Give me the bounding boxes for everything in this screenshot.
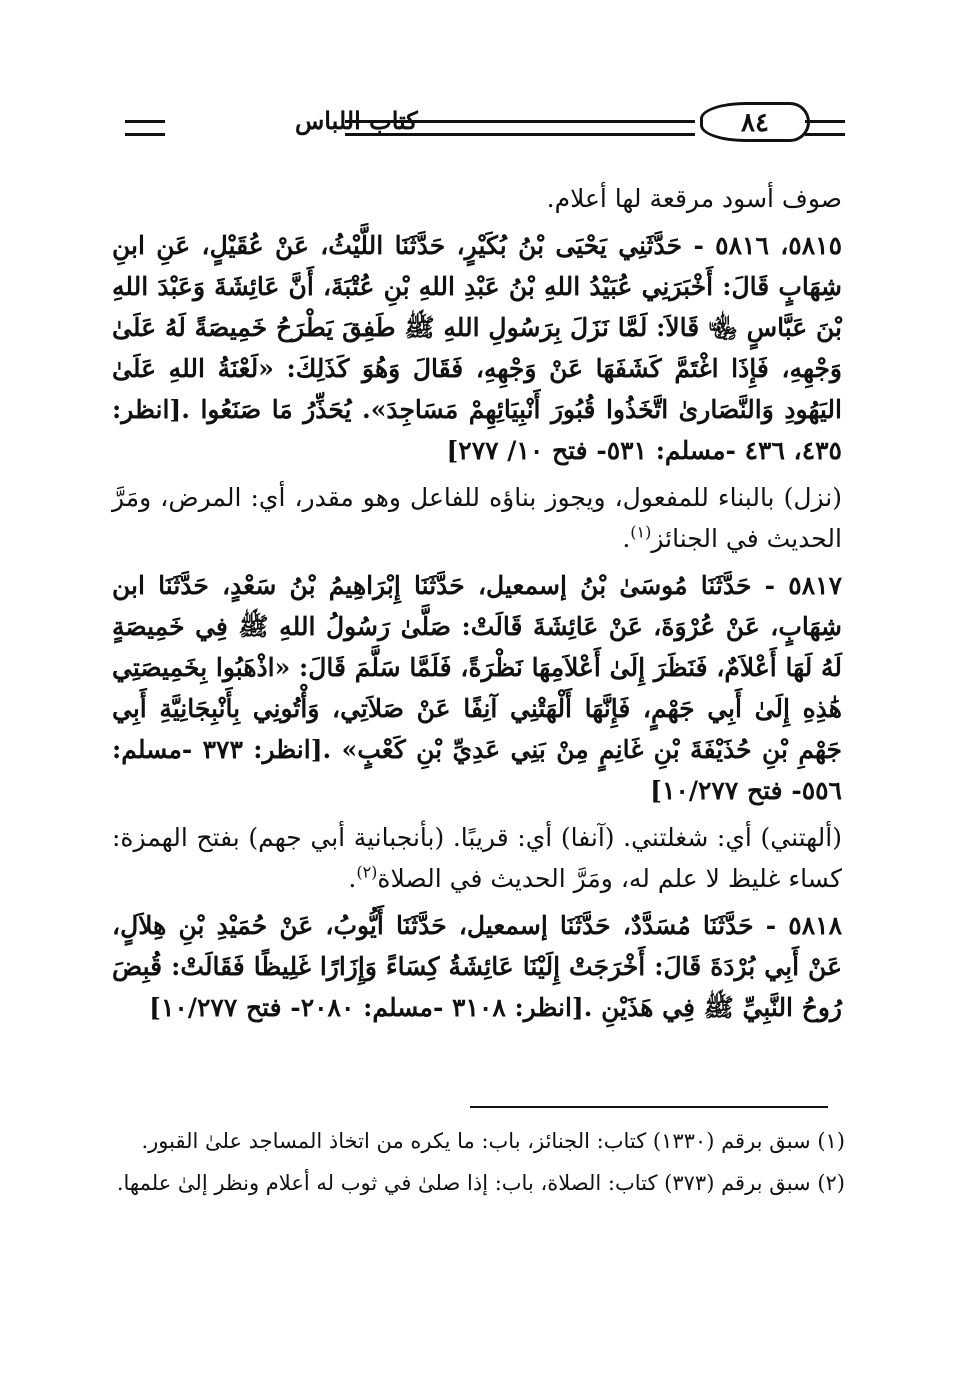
footnote: (٢) سبق برقم (٣٧٣) كتاب: الصلاة، باب: إذا صلىٰ في ثوب له أعلام ونظر إلىٰ علمها. — [116, 1171, 845, 1195]
footnote-divider — [470, 1106, 828, 1108]
hadith-paragraph — [112, 565, 842, 811]
book-title: كتاب اللباس — [295, 106, 418, 135]
page-header — [115, 100, 835, 150]
commentary-paragraph — [112, 817, 842, 899]
header-ornament-right — [805, 120, 845, 136]
paragraph-text: ٥٨١٧ - حَدَّثَنَا مُوسَىٰ بْنُ إسمعيل، حَدَّثَنَا إِبْرَاهِيمُ بْنُ سَعْدٍ، حَدَّثَنَا ابن شِهَابٍ، عَنْ عُرْوَةَ، عَنْ عَائِشَةَ قَالَتْ: صَلَّىٰ رَسُولُ اللهِ ﷺ فِي خَمِيصَةٍ لَهُ لَهَا أَعْلاَمٌ، فَنَظَرَ إِلَىٰ أَعْلاَمِهَا نَظْرَةً، فَلَمَّا سَلَّمَ قَالَ: «اذْهَبُوا بِخَمِيصَتِي هَٰذِهِ إِلَىٰ أَبِي جَهْمٍ، فَإِنَّهَا أَلْهَتْنِي آنِفًا عَنْ صَلاَتِي، وَأْتُونِي بِأَنْبِجَانِيَّةِ أَبِي جَهْمِ بْنِ حُذَيْفَةَ بْنِ غَانِمٍ مِنْ بَنِي عَدِيِّ بْنِ كَعْبٍ» .[انظر: ٣٧٣ -مسلم: ٥٥٦- فتح ١٠/٢٧٧] — [112, 571, 842, 805]
header-ornament-left — [125, 120, 165, 136]
paragraph-text: ٥٨١٥، ٥٨١٦ - حَدَّثَنِي يَحْيَى بْنُ بُكَيْرٍ، حَدَّثَنَا اللَّيْثُ، عَنْ عُقَيْلٍ، عَنِ ابنِ شِهَابٍ قَالَ: أَخْبَرَنِي عُبَيْدُ اللهِ بْنُ عَبْدِ اللهِ بْنِ عُتْبَةَ، أَنَّ عَائِشَةَ وَعَبْدَ اللهِ بْنَ عَبَّاسٍ ﵄ قَالاَ: لَمَّا نَزَلَ بِرَسُولِ اللهِ ﷺ طَفِقَ يَطْرَحُ خَمِيصَةً لَهُ عَلَىٰ وَجْهِهِ، فَإِذَا اغْتَمَّ كَشَفَهَا عَنْ وَجْهِهِ، فَقَالَ وَهُوَ كَذَلِكَ: «لَعْنَةُ اللهِ عَلَىٰ اليَهُودِ وَالنَّصَارىٰ اتَّخَذُوا قُبُورَ أَنْبِيَائِهِمْ مَسَاجِدَ». يُحَذِّرُ مَا صَنَعُوا .[انظر: ٤٣٥، ٤٣٦ -مسلم: ٥٣١- فتح ١٠/ ٢٧٧] — [112, 231, 842, 465]
paragraph-text: صوف أسود مرقعة لها أعلام. — [546, 184, 842, 213]
hadith-paragraph — [112, 905, 842, 1028]
footnote: (١) سبق برقم (١٣٣٠) كتاب: الجنائز، باب: ما يكره من اتخاذ المساجد علىٰ القبور. — [141, 1129, 845, 1153]
footnote-ref: (٢) — [356, 862, 378, 882]
page-number: ٨٤ — [700, 102, 810, 142]
paragraph-text: ٥٨١٨ - حَدَّثَنَا مُسَدَّدٌ، حَدَّثَنَا إسمعيل، حَدَّثَنَا أَيُّوبُ، عَنْ حُمَيْدِ بْنِ هِلاَلٍ، عَنْ أَبِي بُرْدَةَ قَالَ: أَخْرَجَتْ إِلَيْنَا عَائِشَةُ كِسَاءً وَإِزَارًا غَلِيظًا فَقَالَتْ: قُبِضَ رُوحُ النَّبِيِّ ﷺ فِي هَذَيْنِ .[انظر: ٣١٠٨ -مسلم: ٢٠٨٠- فتح ١٠/٢٧٧] — [112, 911, 842, 1022]
paragraph-tail: . — [622, 524, 631, 553]
header-ornament-middle — [345, 120, 695, 136]
main-text — [112, 178, 842, 1034]
paragraph-text: (نزل) بالبناء للمفعول، ويجوز بناؤه للفاعل وهو مقدر، أي: المرض، ومَرَّ الحديث في الجنائز — [112, 483, 842, 553]
footnote-ref: (١) — [630, 522, 652, 542]
footnotes — [110, 1122, 845, 1206]
paragraph — [112, 178, 842, 219]
commentary-paragraph — [112, 477, 842, 559]
hadith-paragraph — [112, 225, 842, 471]
paragraph-tail: . — [348, 864, 357, 893]
paragraph-text: (ألهتني) أي: شغلتني. (آنفا) أي: قريبًا. (بأنجبانية أبي جهم) بفتح الهمزة: كساء غليظ لا علم له، ومَرَّ الحديث في الصلاة — [112, 823, 842, 893]
